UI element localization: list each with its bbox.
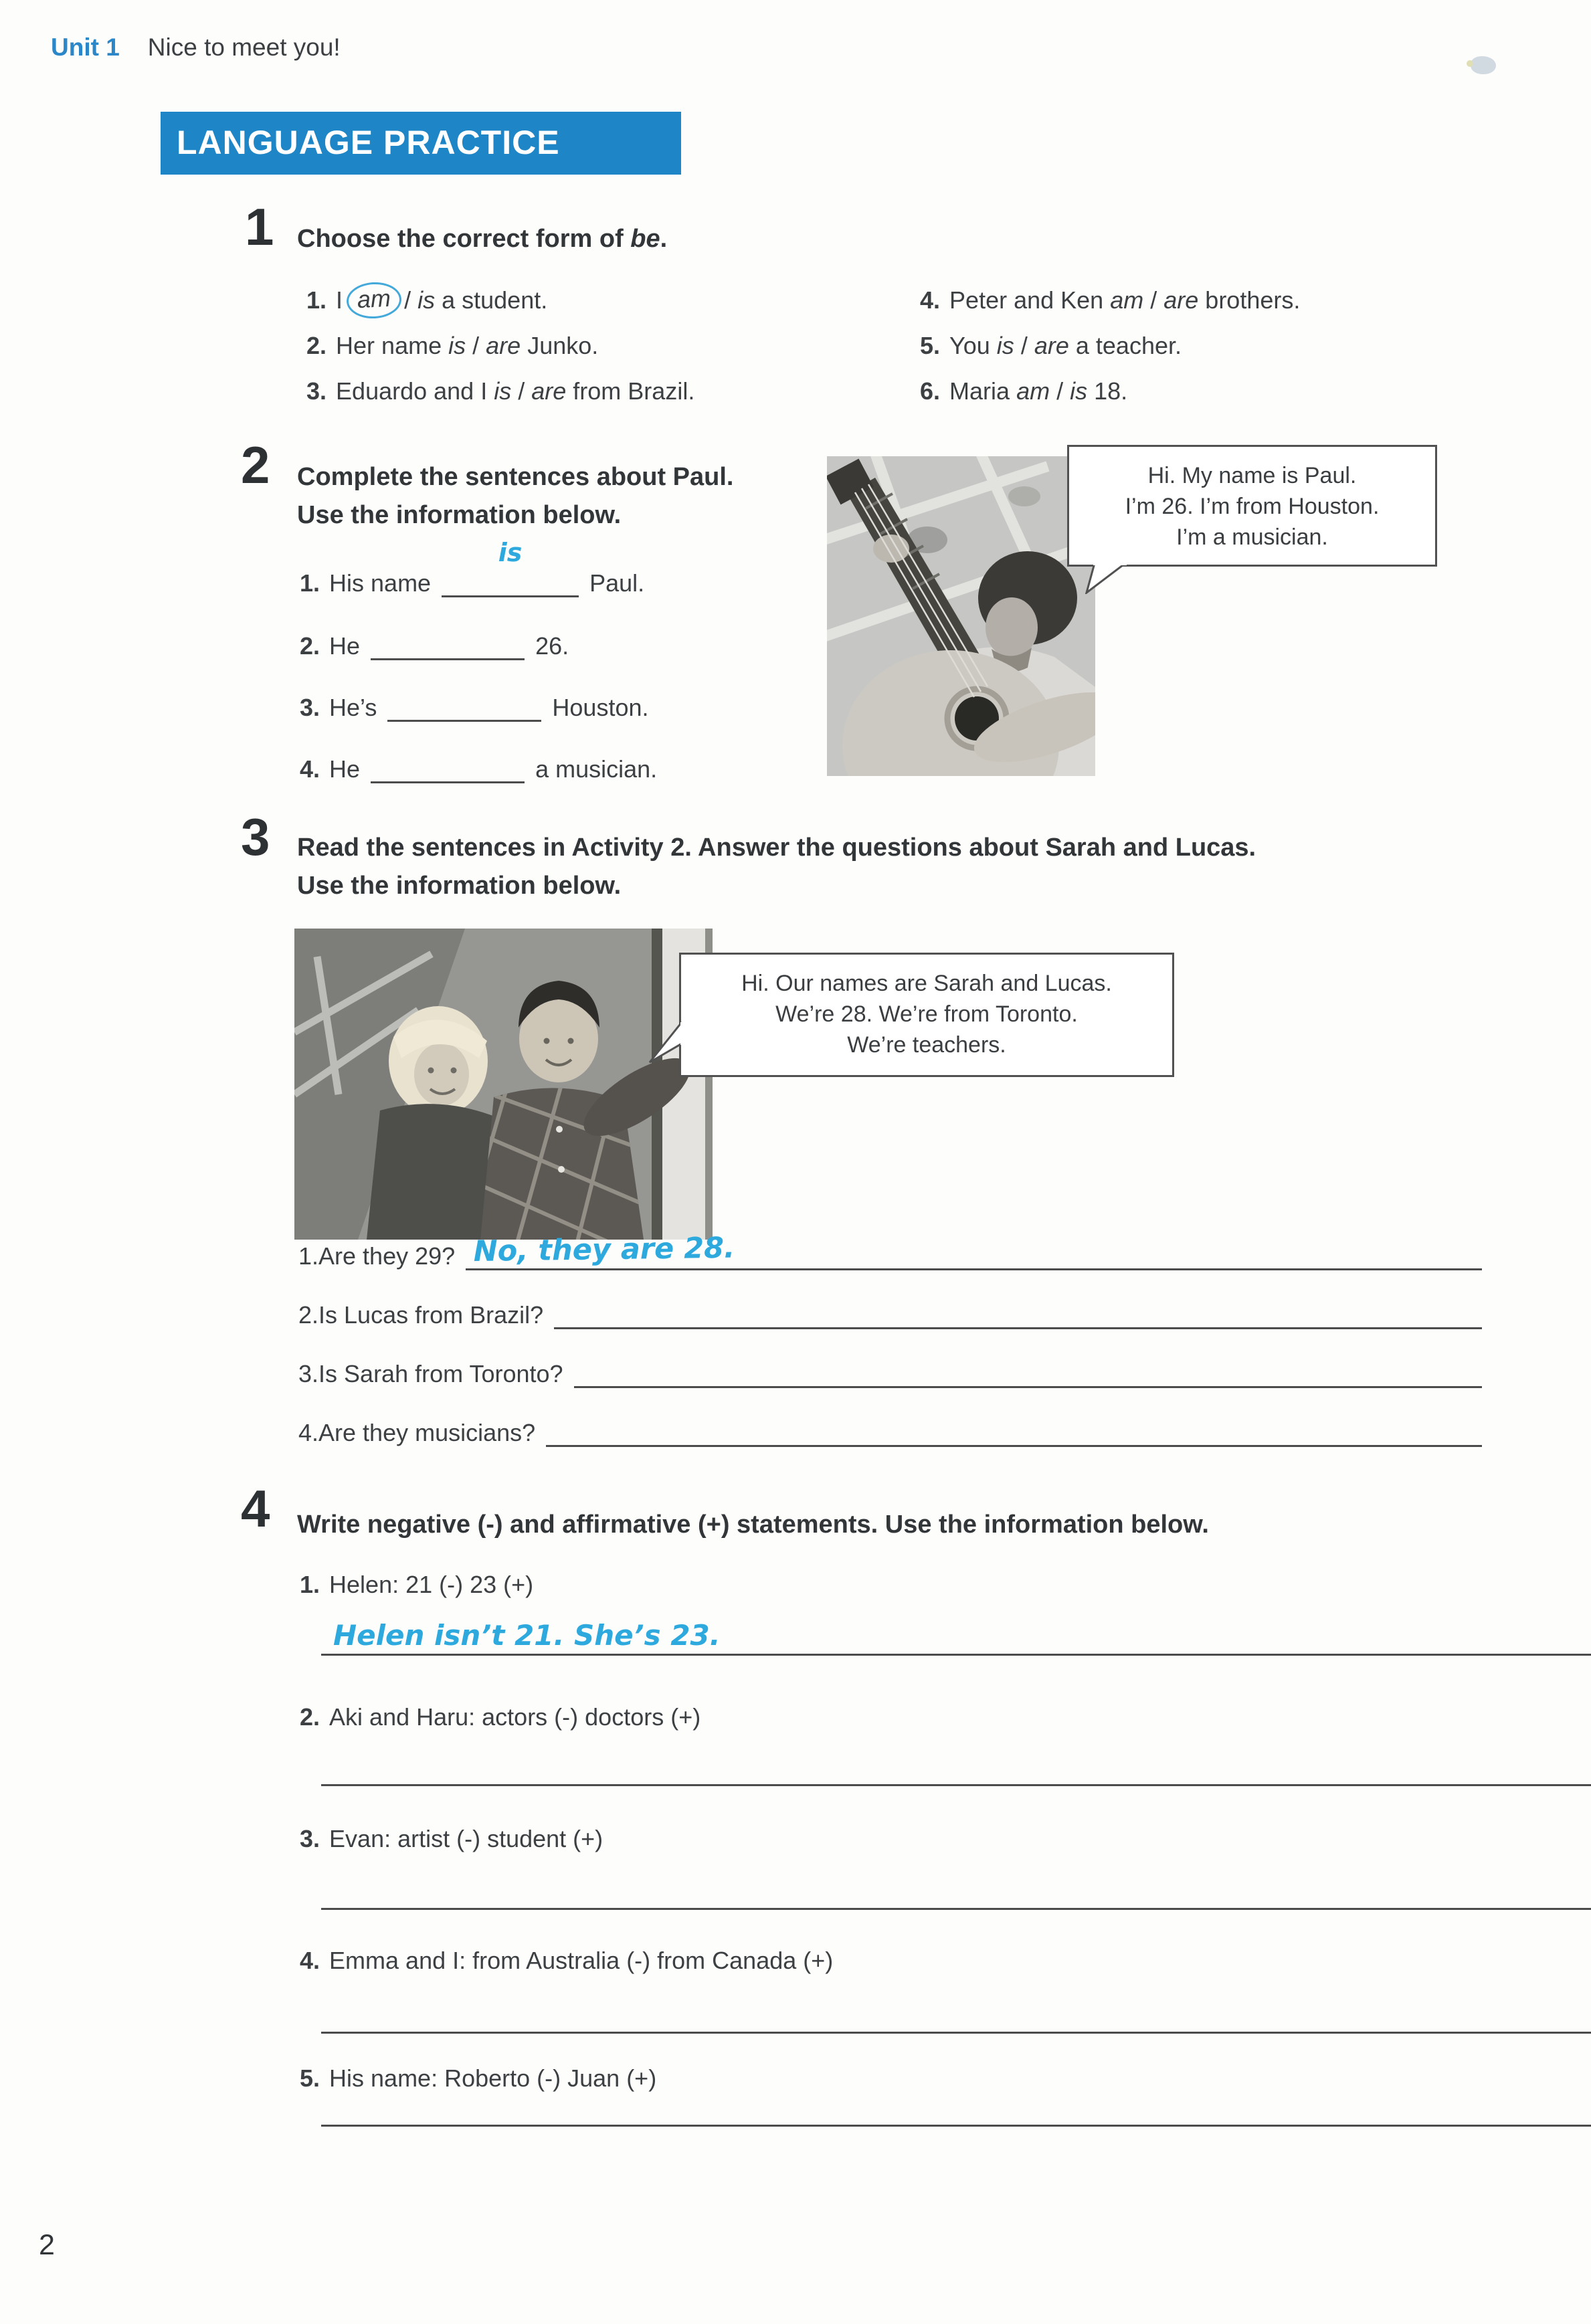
item-number: 6. (920, 377, 941, 405)
activity4-item-5 (300, 2064, 656, 2093)
item-number: 4. (920, 286, 941, 314)
question-text: Is Sarah from Toronto? (318, 1360, 563, 1387)
unit-title: Nice to meet you! (147, 33, 341, 61)
item-number: 1. (306, 286, 327, 314)
activity3-question-1 (298, 1231, 1482, 1270)
question-text: Are they musicians? (318, 1419, 536, 1446)
activity4-item-1 (300, 1571, 533, 1599)
item-text: Helen: 21 (-) 23 (+) (329, 1571, 534, 1598)
choice-word[interactable]: are (1163, 286, 1199, 314)
activity3-question-3 (298, 1355, 1482, 1388)
activity2-number: 2 (241, 435, 270, 494)
item-text: He’s (329, 694, 377, 721)
activity2-row-4 (300, 753, 657, 783)
speech-bubble-tail (1084, 563, 1131, 594)
item-text: Evan: artist (-) student (+) (329, 1825, 603, 1852)
answer-line-1[interactable] (466, 1231, 1482, 1270)
page-header (51, 33, 341, 62)
choice-word[interactable]: is (417, 286, 436, 314)
item-number: 3. (298, 1360, 319, 1387)
item-text: Houston. (552, 694, 649, 721)
activity1-number: 1 (245, 197, 274, 256)
answer-line-3[interactable] (574, 1355, 1482, 1388)
activity1-title-text: Choose the correct form of (297, 225, 631, 253)
speech-line: We’re 28. We’re from Toronto. (775, 1001, 1078, 1027)
item-number: 3. (300, 1825, 320, 1852)
sarah-lucas-photo (294, 929, 713, 1240)
speech-line: We’re teachers. (847, 1032, 1006, 1058)
choice-slash: / (397, 286, 418, 314)
couple-photo-illustration (294, 929, 713, 1240)
choice-word[interactable]: am (1110, 286, 1144, 314)
choice-slash: / (1014, 332, 1034, 359)
activity2-row-1 (300, 538, 645, 597)
activity1-title (297, 225, 667, 254)
language-practice-banner (161, 112, 681, 175)
paul-speech-bubble (1067, 445, 1437, 567)
item-text: Aki and Haru: actors (-) doctors (+) (329, 1703, 701, 1731)
choice-word[interactable]: is (494, 377, 512, 405)
answer-blank-4[interactable] (371, 753, 525, 783)
activity4-item-2 (300, 1703, 700, 1731)
item-number: 2. (300, 632, 320, 660)
activity1-item-5 (920, 332, 1182, 360)
answer-line-2[interactable] (554, 1296, 1482, 1329)
choice-slash: / (511, 377, 532, 405)
choice-word[interactable]: am (1016, 377, 1050, 405)
activity4-answer-line-3[interactable] (321, 1908, 1591, 1910)
activity3-question-4 (298, 1414, 1482, 1447)
choice-word[interactable]: is (996, 332, 1014, 359)
circled-answer-am[interactable]: am (346, 281, 403, 320)
answer-blank-3[interactable] (387, 692, 541, 722)
item-number: 4. (300, 1947, 320, 1974)
item-number: 4. (298, 1419, 319, 1446)
choice-word[interactable]: are (1034, 332, 1069, 359)
choice-word[interactable]: are (486, 332, 521, 359)
item-text: Junko. (521, 332, 599, 359)
activity3-number: 3 (241, 807, 270, 866)
item-text: Paul. (589, 569, 645, 597)
activity4-item-3 (300, 1825, 603, 1853)
item-number: 1. (300, 569, 320, 597)
activity1-item-4 (920, 286, 1300, 314)
paul-guitar-photo (827, 456, 1095, 776)
handwritten-answer-helen: Helen isn’t 21. She’s 23. (333, 1619, 721, 1652)
choice-word[interactable]: is (448, 332, 466, 359)
speech-bubble-tail (648, 1017, 683, 1067)
speech-line: Hi. My name is Paul. (1147, 463, 1357, 488)
item-text: 26. (535, 632, 569, 660)
speech-line: Hi. Our names are Sarah and Lucas. (741, 971, 1112, 996)
choice-slash: / (1050, 377, 1070, 405)
activity1-item-6 (920, 377, 1127, 405)
activity1-item-1 (306, 286, 547, 314)
activity4-answer-line-2[interactable] (321, 1784, 1591, 1786)
item-text: Eduardo and I (336, 377, 494, 405)
question-text: Are they 29? (318, 1242, 456, 1270)
item-number: 2. (306, 332, 327, 359)
choice-slash: / (466, 332, 486, 359)
page-number: 2 (39, 2229, 55, 2261)
choice-slash: / (1143, 286, 1164, 314)
answer-blank-1[interactable] (442, 538, 579, 597)
item-text: 18. (1087, 377, 1128, 405)
item-text: Emma and I: from Australia (-) from Canada (+) (329, 1947, 834, 1974)
activity2-title-line1: Complete the sentences about Paul. (297, 463, 734, 491)
item-number: 2. (298, 1301, 319, 1329)
item-text: He (329, 632, 361, 660)
activity4-answer-line-1[interactable] (321, 1619, 1591, 1656)
item-number: 2. (300, 1703, 320, 1731)
activity4-item-4 (300, 1947, 833, 1975)
paul-photo-illustration (827, 456, 1095, 776)
activity1-item-3 (306, 377, 694, 405)
activity2-title-line2: Use the information below. (297, 501, 622, 529)
activity1-item-2 (306, 332, 598, 360)
item-text: I (336, 286, 350, 314)
handwritten-answer-is: is (498, 538, 523, 567)
activity4-answer-line-4[interactable] (321, 2032, 1591, 2034)
item-text: a teacher. (1068, 332, 1182, 359)
item-text: You (949, 332, 997, 359)
item-text: He (329, 755, 361, 783)
item-number: 1. (300, 1571, 320, 1598)
item-text: Maria (949, 377, 1017, 405)
speech-line: I’m 26. I’m from Houston. (1125, 494, 1380, 519)
item-text: His name (329, 569, 432, 597)
item-text: a student. (435, 286, 548, 314)
item-text: Peter and Ken (949, 286, 1111, 314)
item-number: 3. (300, 694, 320, 721)
item-number: 5. (920, 332, 941, 359)
activity2-row-3 (300, 692, 649, 722)
item-text: His name: Roberto (-) Juan (+) (329, 2064, 657, 2092)
scan-artifact (1471, 56, 1496, 74)
item-number: 5. (300, 2064, 320, 2092)
handwritten-answer-1: No, they are 28. (473, 1231, 735, 1268)
answer-blank-2[interactable] (371, 630, 525, 660)
sarah-lucas-speech-bubble (679, 953, 1174, 1077)
activity4-number: 4 (241, 1479, 270, 1538)
activity3-question-2 (298, 1296, 1482, 1329)
activity3-title-line1: Read the sentences in Activity 2. Answer the questions about Sarah and Lucas. (297, 834, 1256, 862)
unit-label: Unit 1 (51, 33, 120, 61)
item-text: a musician. (535, 755, 658, 783)
speech-line: I’m a musician. (1176, 524, 1328, 550)
activity4-title: Write negative (-) and affirmative (+) statements. Use the information below. (297, 1511, 1209, 1539)
choice-word[interactable]: are (531, 377, 567, 405)
question-text: Is Lucas from Brazil? (318, 1301, 544, 1329)
activity1-title-period: . (660, 225, 668, 253)
item-text: Her name (336, 332, 449, 359)
activity4-answer-line-5[interactable] (321, 2125, 1591, 2127)
item-number: 4. (300, 755, 320, 783)
activity1-title-be: be (630, 225, 660, 253)
item-number: 1. (298, 1242, 319, 1270)
activity2-row-2 (300, 630, 569, 660)
banner-title: LANGUAGE PRACTICE (177, 124, 560, 161)
item-number: 3. (306, 377, 327, 405)
activity3-title-line2: Use the information below. (297, 872, 622, 900)
item-text: from Brazil. (566, 377, 695, 405)
answer-line-4[interactable] (546, 1414, 1482, 1447)
item-text: brothers. (1198, 286, 1301, 314)
choice-word[interactable]: is (1070, 377, 1088, 405)
